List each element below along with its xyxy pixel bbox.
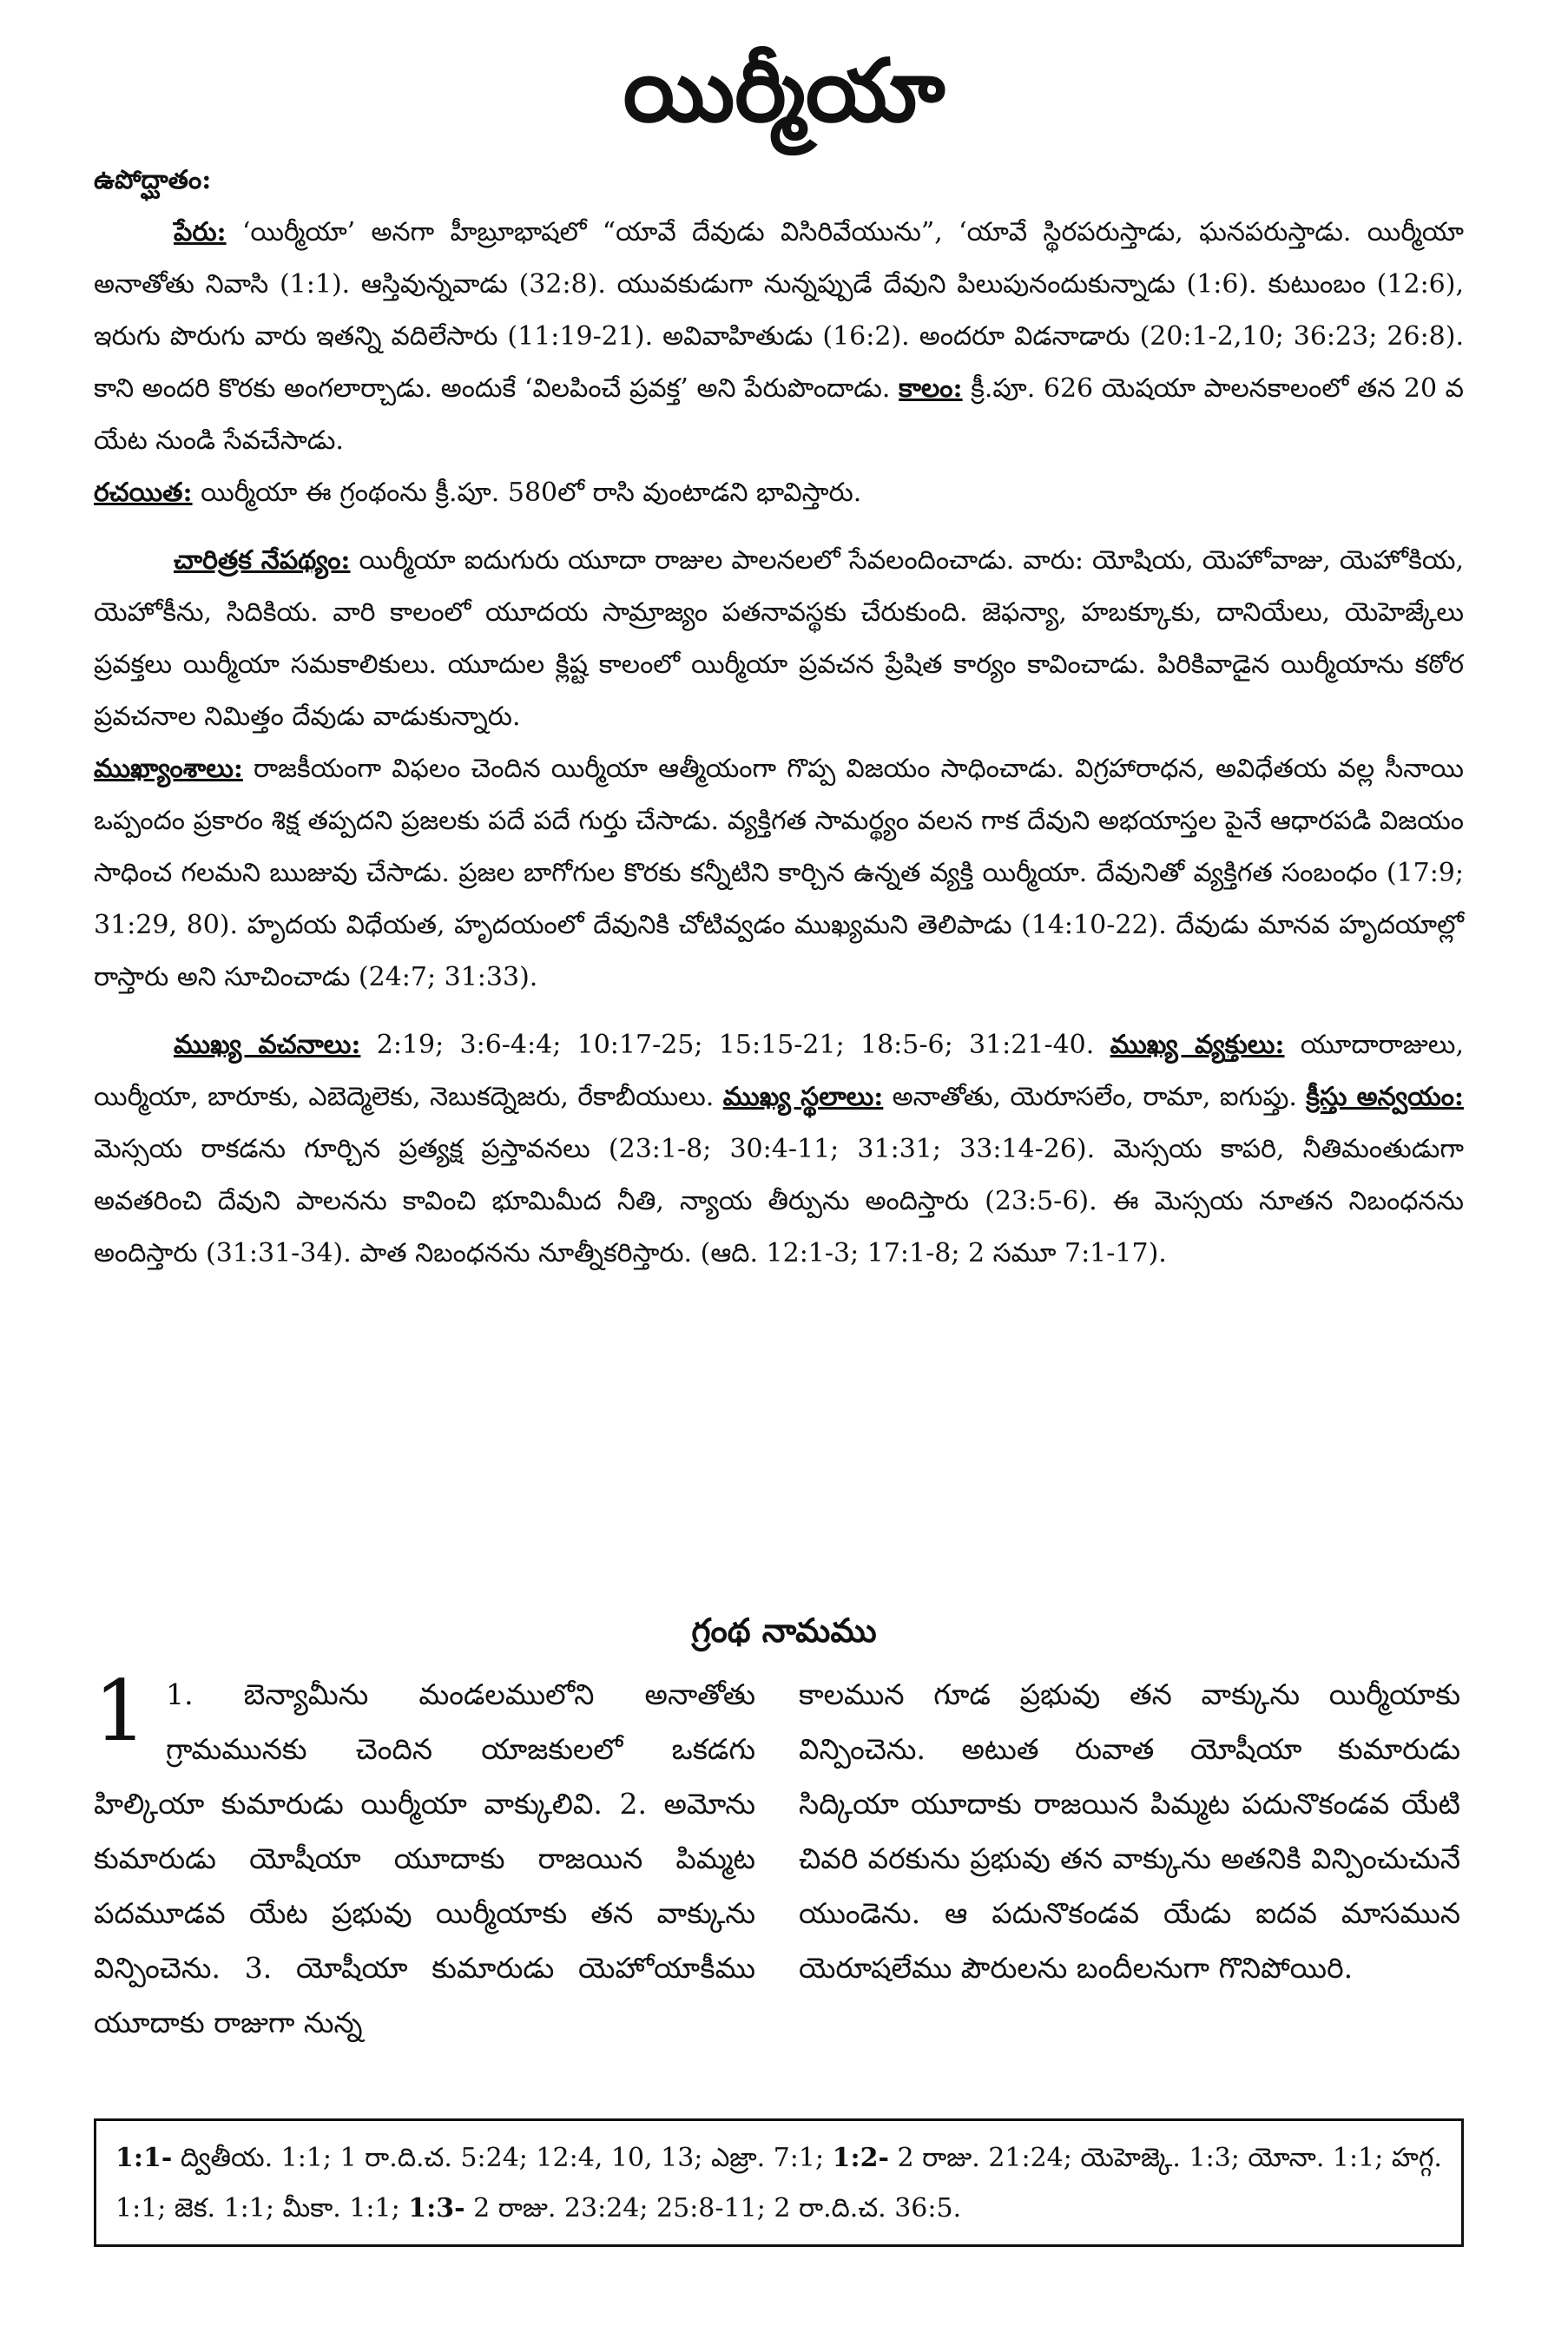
book-title: యిర్మీయా: [623, 40, 945, 142]
reference-2: 1:2-: [832, 2143, 889, 2173]
intro-paragraph-name: పేరు: ‘యిర్మీయా’ అనగా హీబ్రూభాషలో “యావే దేవుడు విసిరివేయును”, ‘యావే స్థిరపరుస్తాడు, ఘనపరుస్తాడు. యిర్మీయా అనాతోతు నివాసి (1:1). ఆస్తివున్నవాడు (32:8). యువకుడుగా నున్నప్పుడే దేవుని పిలుపునందుకున్నాడు (1:6). కుటుంబం (12:6), ఇరుగు పొరుగు వారు ఇతన్ని వదిలేసారు (11:19-21). అవివాహితుడు (16:2). అందరూ విడనాడారు (20:1-2,10; 36:23; 26:8). కాని అందరి కొరకు అంగలార్చాడు. అందుకే ‘విలపించే ప్రవక్త’ అని పేరుపొందాడు. కాలం: క్రీ.పూ. 626 యెషయా పాలనకాలంలో తన 20 వ యేట నుండి సేవచేసాడు. రచయిత: యిర్మీయా ఈ గ్రంథంను క్రీ.పూ. 580లో రాసి వుంటాడని భావిస్తారు.: [94, 217, 1464, 508]
reference-3: 1:3-: [408, 2193, 465, 2224]
label-author: రచయిత:: [94, 478, 193, 508]
label-key-places: ముఖ్య స్థలాలు:: [722, 1082, 884, 1112]
label-name: పేరు:: [174, 217, 227, 247]
cross-reference-box: 1:1- ద్వితీయ. 1:1; 1 రా.ది.చ. 5:24; 12:4, 10, 13; ఎజ్రా. 7:1; 1:2- 2 రాజు. 21:24; యెహెజ్కె. 1:3; యోనా. 1:1; హగ్గ. 1:1; జెక. 1:1; మీకా. 1:1; 1:3- 2 రాజు. 23:24; 25:8-11; 2 రా.ది.చ. 36:5.: [94, 2118, 1464, 2247]
label-christ: క్రీస్తు అన్వయం:: [1306, 1082, 1464, 1112]
label-time: కాలం:: [899, 373, 963, 404]
label-key-verses: ముఖ్య వచనాలు:: [174, 1030, 361, 1060]
text-column-left: [94, 1663, 755, 2050]
label-key-themes: ముఖ్యాంశాలు:: [94, 754, 243, 784]
chapter-number: 1: [94, 1663, 148, 1760]
text-column-right: కాలమున గూడ ప్రభువు తన వాక్కును యిర్మీయాకు విన్పించెను. అటుత రువాత యోషీయా కుమారుడు సిద్కియా యూదాకు రాజయిన పిమ్మట పదునొకండవ యేటి చివరి వరకును ప్రభువు తన వాక్కును అతనికి విన్పించుచునే యుండెను. ఆ పదునొకండవ యేడు ఐదవ మాసమున యెరూషలేము పౌరులను బందీలనుగా గొనిపోయిరి.: [799, 1677, 1460, 1985]
reference-1: 1:1-: [115, 2143, 173, 2173]
intro-paragraph-key-points: ముఖ్య వచనాలు: 2:19; 3:6-4:4; 10:17-25; 15:15-21; 18:5-6; 31:21-40. ముఖ్య వ్యక్తులు: యూదారాజులు, యిర్మీయా, బారూకు, ఎబెద్మెలెకు, నెబుకద్నెజరు, రేకాబీయులు. ముఖ్య స్థలాలు: అనాతోతు, యెరూసలేం, రామా, ఐగుప్తు. క్రీస్తు అన్వయం: మెస్సయ రాకడను గూర్చిన ప్రత్యక్ష ప్రస్తావనలు (23:1-8; 30:4-11; 31:31; 33:14-26). మెస్సయ కాపరి, నీతిమంతుడుగా అవతరించి దేవుని పాలనను కావించి భూమిమీద నీతి, న్యాయ తీర్పును అందిస్తారు (23:5-6). ఈ మెస్సయ నూతన నిబంధనను అందిస్తారు (31:31-34). పాత నిబంధనను నూత్నీకరిస్తారు. (ఆది. 12:1-3; 17:1-8; 2 సమూ 7:1-17).: [94, 1030, 1464, 1268]
label-history: చారిత్రక నేపథ్యం:: [174, 545, 351, 576]
introduction: [94, 155, 1464, 1280]
section-heading: గ్రంథ నామము: [691, 1611, 877, 1650]
verse-text-left: 1. బెన్యామీను మండలములోని అనాతోతు గ్రామమునకు చెందిన యాజకులలో ఒకడగు హిల్కియా కుమారుడు యిర్మీయా వాక్కులివి. 2. అమోను కుమారుడు యోషీయా యూదాకు రాజయిన పిమ్మట పదమూడవ యేట ప్రభువు యిర్మీయాకు తన వాక్కును విన్పించెను. 3. యోషీయా కుమారుడు యెహోయాకీము యూదాకు రాజుగా నున్న: [94, 1677, 755, 2039]
intro-heading: ఉపోద్ఘాతం:: [94, 165, 212, 195]
label-key-people: ముఖ్య వ్యక్తులు:: [1110, 1030, 1285, 1060]
intro-paragraph-history: చారిత్రక నేపథ్యం: యిర్మీయా ఐదుగురు యూదా రాజుల పాలనలలో సేవలందించాడు. వారు: యోషియ, యెహోవాజు, యెహోకియ, యెహోకీను, సిదికియ. వారి కాలంలో యూదయ సామ్రాజ్యం పతనావస్థకు చేరుకుంది. జెఫన్యా, హబక్కూకు, దానియేలు, యెహెజ్కేలు ప్రవక్తలు యిర్మీయా సమకాలికులు. యూదుల క్లిష్ట కాలంలో యిర్మీయా ప్రవచన ప్రేషిత కార్యం కావించాడు. పిరికివాడైన యిర్మీయాను కఠోర ప్రవచనాల నిమిత్తం దేవుడు వాడుకున్నారు. ముఖ్యాంశాలు: రాజకీయంగా విఫలం చెందిన యిర్మీయా ఆత్మీయంగా గొప్ప విజయం సాధించాడు. విగ్రహారాధన, అవిధేతయ వల్ల సీనాయి ఒప్పందం ప్రకారం శిక్ష తప్పదని ప్రజలకు పదే పదే గుర్తు చేసాడు. వ్యక్తిగత సామర్థ్యం వలన గాక దేవుని అభయాస్తల పైనే ఆధారపడి విజయం సాధించ గలమని ఋజువు చేసాడు. ప్రజల బాగోగుల కొరకు కన్నీటిని కార్చిన ఉన్నత వ్యక్తి యిర్మీయా. దేవునితో వ్యక్తిగత సంబంధం (17:9; 31:29, 80). హృదయ విధేయత, హృదయంలో దేవునికి చోటివ్వడం ముఖ్యమని తెలిపాడు (14:10-22). దేవుడు మానవ హృదయాల్లో రాస్తారు అని సూచించాడు (24:7; 31:33).: [94, 545, 1464, 992]
